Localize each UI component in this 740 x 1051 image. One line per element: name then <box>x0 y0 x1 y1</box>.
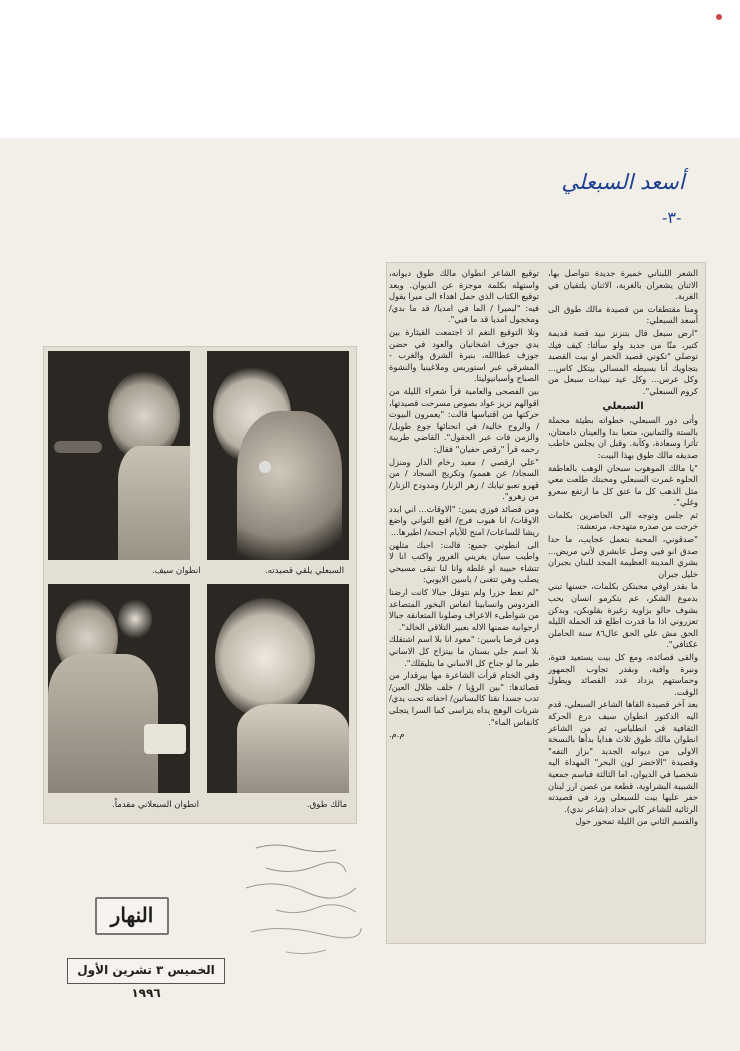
article-column-left <box>389 268 539 938</box>
paragraph: ما بقدر اوفي محبتكن بكلمات، حسنها تبني بدموع الشكر، عم بتكرمو انسان بحب بشوف حالو بزاوية زغيرة بقلوبكن، وبدكن تعزروني اذا ما قدرت اطلع قد الحملة الليله الحق مش علي الحق عال٨٦ سنة الحاملن عكتافي". <box>548 581 698 650</box>
poem: "لم نعط جزرا ولم نتوقل جبالا كانت ارضنا الفردوس وانسابينا انفاس البخور المتصاعد من شواطىء الاعراف وصلونا المتعانقة جبالا ارجوانية ضمنها الاله بعبير التلاقي الخالد". <box>389 587 539 632</box>
paragraph: ثم جلس وتوجه الى الحاضرين بكلمات خرجت من صدره متهدجة، مرتعشة: <box>548 509 698 532</box>
corner-mark <box>716 14 722 20</box>
photo-caption: السبعلي يلقي قصيدته. <box>265 566 345 576</box>
paragraph: بين الفصحى والعامية قرأ شعراء الليلة من اقوالهم تريز عواد بصوص مسرحت قصيدتها، حركتها من اقتباسها قالت: "يعمرون البيوت / والروح خالية/ في انحنائها جوع طويل/ والزمن فات عبر الحقول". القاضي طربية رحمه قرأ "رقص حفيان" فقال: <box>389 385 539 454</box>
handwritten-signature: أسعد السبعلي <box>561 170 685 194</box>
section-heading: السبعلي <box>602 400 644 412</box>
photo-malek-tawk <box>207 584 349 793</box>
photo-antoine-sabali-presenting <box>48 584 190 793</box>
photo-antoine-saif <box>48 351 190 560</box>
poem: "ارض سبعل قال بتنزنز نبيد قصة قديمة كتير، منّا من جديد ولو سألتا: كيف فيك توصلي "تكوني قصيد الخمر او بيت القصيد بتجاويك أنا بسيطه المسالي بيتكل كاس... وكل عرس... وكل عيد نبيذات سبعل من كروم السبعلي". <box>548 327 698 396</box>
article-column-right <box>548 268 698 938</box>
poem: الى انطوني جميع: قالت: احبك مثلهن واطيب سيان يغريني الغرور واكتب انا لا تتشاء حبيبة او غلطة وانا لنا تبقى مسيحي يصلب وهي تتغنى / ياسين الايوبي: <box>389 539 539 585</box>
signoff: م.م. <box>389 729 405 740</box>
paragraph: وتلا التوقيع النغم اذ اجتمعت القيثارة بين يدي جوزف اشخانيان والعود في حضن جوزف عطاالله، بنبرة الشرق والغرب - المشرقي عبر استوريس وملاغينيا والنشوة الصباح واسبانيوليتا. <box>389 326 539 384</box>
paragraph: وأتى دور السبعلي، خطواته بطيئة محملة بالستة والثمانين، متعبا بدا والعينان دامعتان، تأثرا وسعادة، وكآبة. وقبل ان يجلس خاطب صديقه مالك طوق بهذا البيت: <box>548 415 698 460</box>
paragraph: والقى قصائده، ومع كل بيت يستعيد فتوة، ونبرة وافية، وبقدر تجاوب الجمهور وحماستهم يزداد عدد القصائد ويطول الوقت. <box>548 652 698 697</box>
photo-caption: مالك طوق. <box>307 800 348 810</box>
pencil-scribbles <box>236 828 386 968</box>
poem: وفي الختام قرأت الشاعرة مها بيرقدار من قصائدها: "بين الرؤيا / خلف ظلال العين/ تدب جسدا نقتا كالبساتين/ احفاته تحت يدي/ شريات الوهج يداه يتراسى كما السرا يتجلى كانفاس الماء". <box>389 670 539 727</box>
poem: ومن قصائد فوزي يمين: "الاوقات... اني ابدد الاوقات/ انا هبوب فرج/ اقبع التواني واضع ريشا للساعات/ امنح للأيام اجنحة/ اطيرها... <box>389 503 539 538</box>
paragraph: "صدقوني، المحبة بتعمل عجايب، ما حدا صدق انو فيي وصل عابشري لأني مريض... بشري المدينة العظيمة المجد للبنان بجبران خليل جبران <box>548 534 698 579</box>
poem: "يا مالك الموهوب سبحان الوهب بالعاطفة الحلوه غمرت السبعلي ومحبتك طلعت معي مثل الذهب كل ما عتق كل ما ارتفع سعرو وغلي". <box>548 462 698 508</box>
page-number: -٣- <box>662 208 682 227</box>
newspaper-masthead: النهار <box>95 897 169 935</box>
poem: ومن قرضا ياسين: "معود انا بلا اسم اشتقلك بلا اسم جلي بستان ما بيتزاح كل الاساني طير ما لو جناح كل الاساني ما بتليقلك". <box>389 634 539 668</box>
photo-caption: انطوان سيف. <box>152 566 201 576</box>
paragraph: توقيع الشاعر انطوان مالك طوق ديوانه، واستهله بكلمة موجزة عن الديوان. وبعد توقيع الكتاب الذي حمل اهداء الى ميرا يقول فيه: "ليميرا / الما في امديا/ قد ما بدي/ ومخجول امديا قد ما فيي". <box>389 268 539 325</box>
paragraph: ومنا مقتطفات من قصيدة مالك طوق الى أسعد السبعلي: <box>548 303 698 326</box>
poem: "علي ارقصي / معيد رخام الدار ومنزل السجاد/ عن هممو/ وتكريج السجاد / من قهرو تعبو تيابك / زهر الزنار/ ومدودح الزنار/ من زهرو". <box>389 456 539 502</box>
blank-header-area <box>0 0 740 139</box>
photo-caption: انطوان السبعلاني مقدماً. <box>112 800 199 810</box>
photo-sabali-reciting <box>207 351 349 560</box>
paragraph: والقسم الثاني من الليلة تمحور حول <box>575 816 698 827</box>
paragraph: الشعر اللبناني خميرة جديدة تتواصل بها، الاثنان يشعران بالغربة، الاثنان يلتقيان في الغربة. <box>548 268 698 302</box>
publication-date: الخميس ٣ تشرين الأول ١٩٩٦ <box>67 958 225 984</box>
paragraph: بعد آخر قصيدة القاها الشاعر السبعلي، قدم اليه الدكتور انطوان سيف درع الحركة الثقافية في انطلياس، ثم من الشاعر انطوان مالك طوق ثلاث هدايا بدأها بالنسخة الاولى من ديوانه الجديد "بزاز التفه" وقصيدة "الاخضر لون البحر" المهداة اليه شخصيا في الديوان، اما الثالثة فباسم جمعية الشبيبة البشراوية، قطعة من غصن ارز لبنان حفر عليها بيت للسبعلي ورد في قصيدته الرثائية للشاعر كابي حداد (شاعر ندي). <box>548 699 698 814</box>
